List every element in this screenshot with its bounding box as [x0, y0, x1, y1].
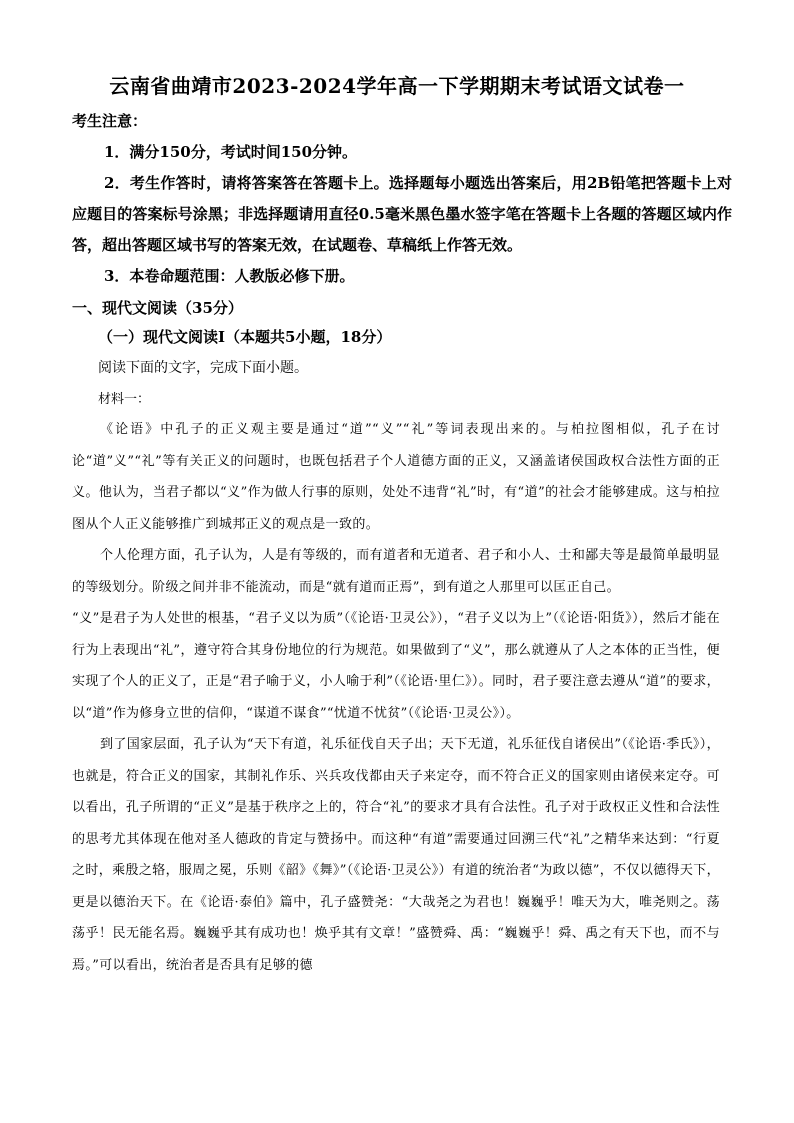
notice-heading: 考生注意： [72, 112, 148, 130]
notice-item-3: 3．本卷命题范围：人教版必修下册。 [104, 267, 355, 285]
material-label: 材料一： [98, 392, 151, 407]
paragraph-1: 《论语》中孔子的正义观主要是通过“道”“义”“礼”等词表现出来的。与柏拉图相似，孔子在讨论“道”义”“礼”等有关正义的问题时，也既包括君子个人道德方面的正义，又涵盖诸侯国政权合法性方面的正义。他认为，当君子都以“义”作为做人行事的原则，处处不违背“礼”时，有“道”的社会才能够建成。这与柏拉图从个人正义能够推广到城邦正义的观点是一致的。 [72, 422, 720, 532]
paragraph-3: “义”是君子为人处世的根基，“君子义以为质”（《论语·卫灵公》），“君子义以为上”（《论语·阳货》），然后才能在行为上表现出“礼”，遵守符合其身份地位的行为规范。如果做到了“义”，那么就遵从了人之本体的正当性，便实现了个人的正义了，正是“君子喻于义，小人喻于利”（《论语·里仁》）。同时，君子要注意去遵从“道”的要求，以“道”作为修身立世的信仰，“谋道不谋食”“忧道不忧贫”（《论语·卫灵公》）。 [72, 611, 720, 721]
material-one-text [72, 414, 720, 981]
page-title: 云南省曲靖市2023-2024学年高一下学期期末考试语文试卷一 [109, 74, 685, 98]
notice-item-2: 2．考生作答时，请将答案答在答题卡上。选择题每小题选出答案后，用2B铅笔把答题卡上对应题目的答案标号涂黑；非选择题请用直径0.5毫米黑色墨水签字笔在答题卡上各题的答题区域内作答，超出答题区域书写的答案无效，在试题卷、草稿纸上作答无效。 [72, 174, 732, 254]
section-subheading: （一）现代文阅读Ⅰ（本题共5小题，18分） [98, 328, 392, 346]
paragraph-2: 个人伦理方面，孔子认为，人是有等级的，而有道者和无道者、君子和小人、士和鄙夫等是最简单最明显的等级划分。阶级之间并非不能流动，而是“就有道而正焉”，到有道之人那里可以匡正自己。 [72, 548, 720, 595]
reading-instruction: 阅读下面的文字，完成下面小题。 [98, 360, 308, 376]
notice-item-1: 1．满分150分，考试时间150分钟。 [104, 143, 358, 161]
notice-block [72, 106, 732, 292]
paragraph-4: 到了国家层面，孔子认为“天下有道，礼乐征伐自天子出；天下无道，礼乐征伐自诸侯出”（《论语·季氏》），也就是，符合正义的国家，其制礼作乐、兴兵攻伐都由天子来定夺，而不符合正义的国家则由诸侯来定夺。可以看出，孔子所谓的“正义”是基于秩序之上的，符合“礼”的要求才具有合法性。孔子对于政权正义性和合法性的思考尤其体现在他对圣人德政的肯定与赞扬中。而这种“有道”需要通过回溯三代“礼”之精华来达到：“行夏之时，乘殷之辂，服周之冕，乐则《韶》《舞》”（《论语·卫灵公》）有道的统治者“为政以德”，不仅以德得天下，更是以德治天下。在《论语·泰伯》篇中，孔子盛赞尧：“大哉尧之为君也！巍巍乎！唯天为大，唯尧则之。荡荡乎！民无能名焉。巍巍乎其有成功也！焕乎其有文章！”盛赞舜、禹：“巍巍乎！舜、禹之有天下也，而不与焉。”可以看出，统治者是否具有足够的德 [72, 737, 720, 973]
section-heading: 一、现代文阅读（35分） [72, 299, 243, 317]
